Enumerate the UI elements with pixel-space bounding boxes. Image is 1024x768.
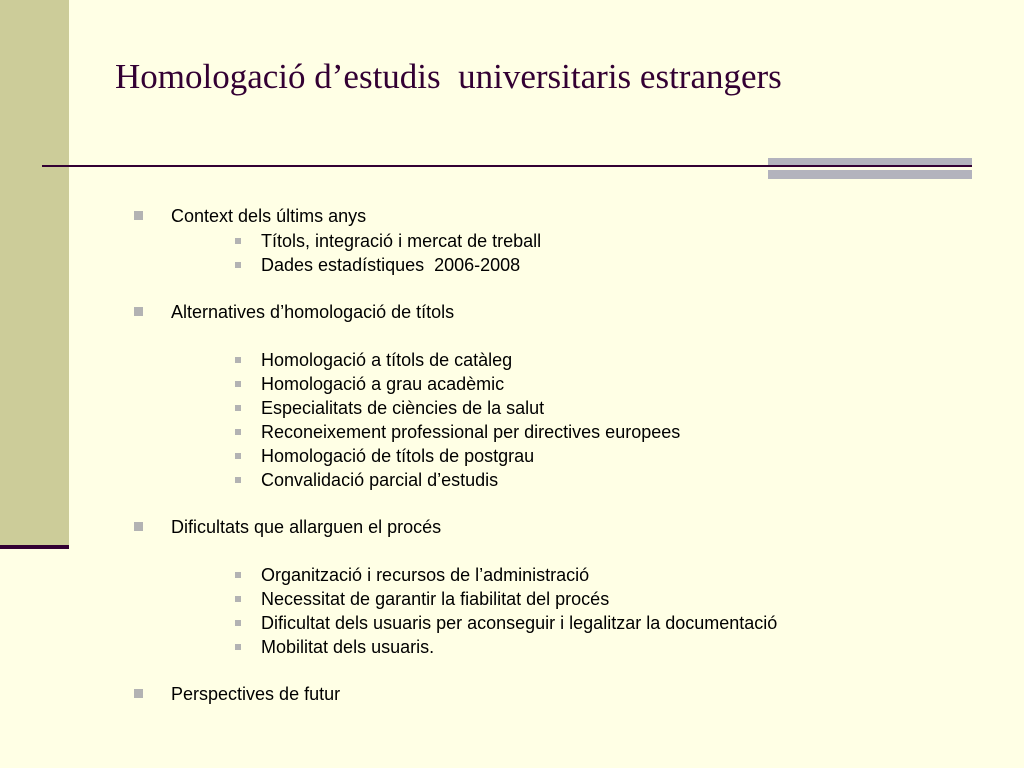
square-bullet-icon xyxy=(134,307,143,316)
list-item-text: Dades estadístiques 2006-2008 xyxy=(261,255,521,275)
list-item-text: Convalidació parcial d’estudis xyxy=(261,470,499,490)
list-item-text: Homologació a grau acadèmic xyxy=(261,374,505,394)
list-item-text: Organització i recursos de l’administració xyxy=(261,565,590,585)
list-item xyxy=(215,324,513,370)
section-heading-text: Dificultats que allarguen el procés xyxy=(171,517,442,537)
list-item-text: Homologació a títols de catàleg xyxy=(261,350,513,370)
list-item xyxy=(215,539,590,585)
list-item xyxy=(215,444,499,490)
list-item xyxy=(215,229,521,275)
square-bullet-icon xyxy=(134,522,143,531)
section-heading xyxy=(114,276,455,322)
list-item xyxy=(215,372,545,418)
square-bullet-icon xyxy=(235,477,241,483)
list-item xyxy=(215,611,435,657)
section-heading xyxy=(114,491,442,537)
list-item-text: Reconeixement professional per directives europees xyxy=(261,422,681,442)
section-heading-text: Alternatives d’homologació de títols xyxy=(171,302,455,322)
list-item xyxy=(215,420,535,466)
square-bullet-icon xyxy=(134,211,143,220)
section-heading-text: Context dels últims anys xyxy=(171,206,367,226)
list-item xyxy=(215,587,778,633)
list-item xyxy=(215,563,610,609)
list-item xyxy=(215,205,542,251)
list-item-text: Homologació de títols de postgrau xyxy=(261,446,535,466)
list-item-text: Títols, integració i mercat de treball xyxy=(261,231,542,251)
list-item xyxy=(215,348,505,394)
slide-title: Homologació d’estudis universitaris estrangers xyxy=(115,57,782,96)
section-heading-text: Perspectives de futur xyxy=(171,684,341,704)
square-bullet-icon xyxy=(235,262,241,268)
list-item xyxy=(215,396,681,442)
list-item-text: Dificultat dels usuaris per aconseguir i legalitzar la documentació xyxy=(261,613,778,633)
square-bullet-icon xyxy=(235,644,241,650)
list-item-text: Mobilitat dels usuaris. xyxy=(261,637,435,657)
list-item-text: Necessitat de garantir la fiabilitat del procés xyxy=(261,589,610,609)
square-bullet-icon xyxy=(134,689,143,698)
list-item-text: Especialitats de ciències de la salut xyxy=(261,398,545,418)
section-heading xyxy=(114,180,367,226)
section-heading xyxy=(114,658,341,704)
